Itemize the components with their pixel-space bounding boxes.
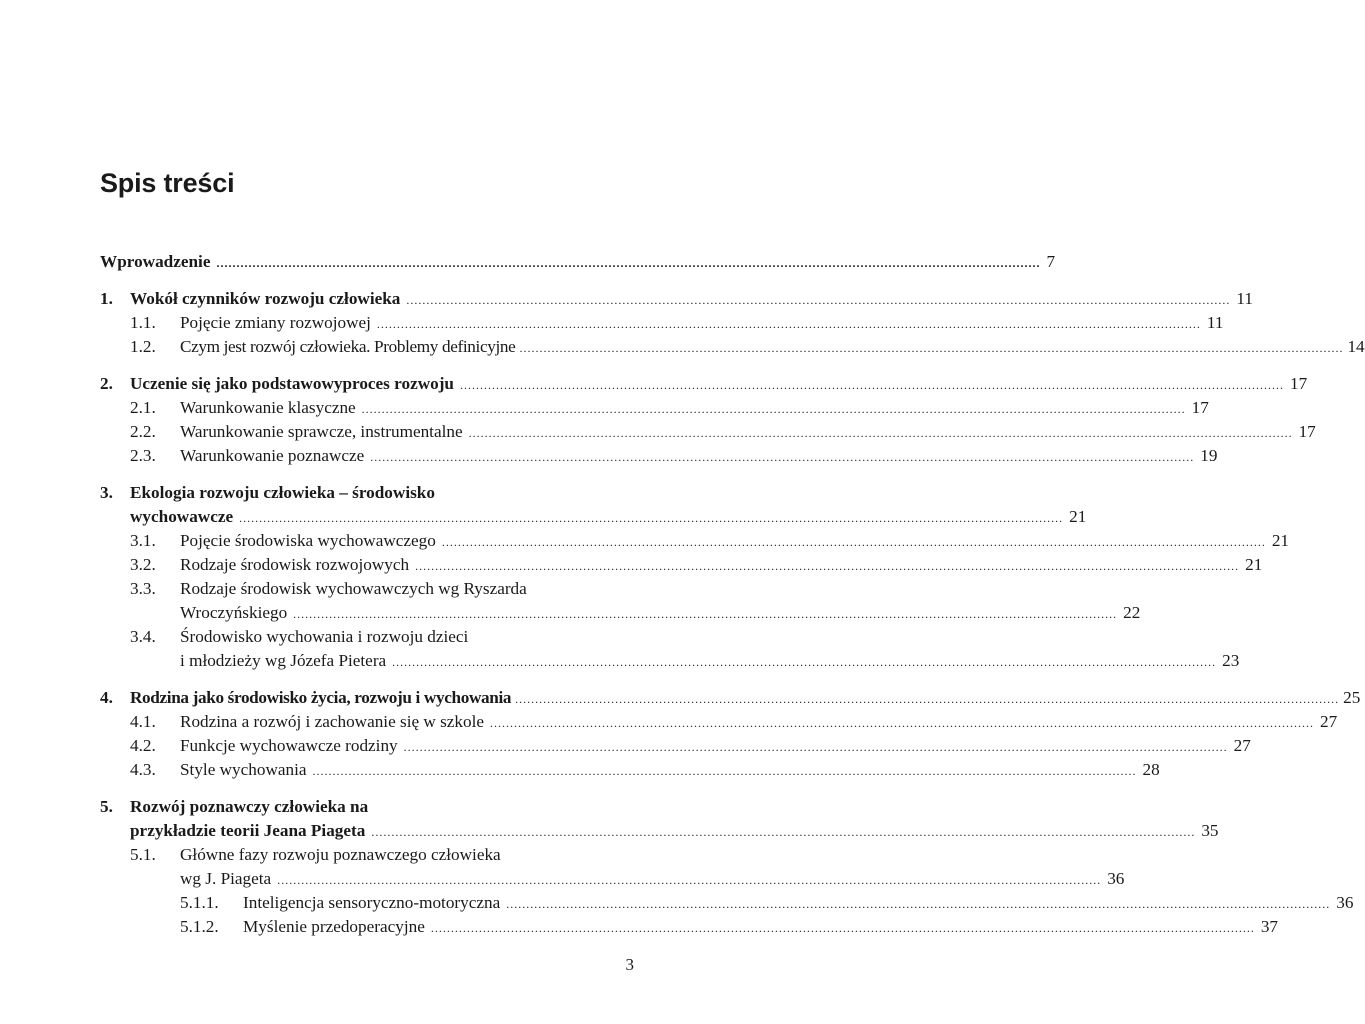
toc-chapter-label-line2: wychowawcze	[130, 507, 234, 526]
toc-section-3-1[interactable]	[100, 529, 1290, 553]
toc-chapter-3-continuation[interactable]	[100, 505, 1087, 529]
toc-section-2-1[interactable]	[100, 396, 1209, 420]
toc-page-number: 17	[1298, 422, 1316, 441]
dot-leader	[415, 554, 1239, 578]
toc-section-label: Rodzina a rozwój i zachowanie się w szkole	[180, 712, 485, 731]
toc-section-4-1[interactable]	[100, 710, 1338, 734]
toc-section-label: Czym jest rozwój człowieka. Problemy definicyjne	[180, 337, 516, 356]
dot-leader	[293, 602, 1117, 626]
toc-chapter-label-line2: przykładzie teorii Jeana Piageta	[130, 821, 366, 840]
toc-section-3-3-continuation[interactable]	[100, 601, 1141, 625]
toc-section-number: 4.2.	[130, 736, 156, 755]
toc-section-2-3[interactable]	[100, 444, 1218, 468]
toc-section-number: 3.1.	[130, 531, 156, 550]
toc-chapter-5[interactable]	[100, 795, 632, 819]
toc-section-label: Warunkowanie klasyczne	[180, 398, 356, 417]
dot-leader	[362, 397, 1186, 421]
toc-section-4-3[interactable]	[100, 758, 1160, 782]
toc-chapter-label: Uczenie się jako podstawowyproces rozwoju	[130, 374, 454, 393]
toc-section-3-3[interactable]	[100, 577, 632, 601]
dot-leader	[377, 312, 1201, 336]
toc-section-label: Warunkowanie poznawcze	[180, 446, 365, 465]
toc-chapter-3[interactable]	[100, 481, 632, 505]
toc-page-number: 7	[1046, 252, 1056, 271]
toc-page-number: 23	[1222, 651, 1240, 670]
toc-page-number: 27	[1320, 712, 1338, 731]
toc-page-number: 28	[1142, 760, 1160, 779]
toc-subsection-number: 5.1.2.	[180, 917, 219, 936]
toc-page-number: 19	[1200, 446, 1218, 465]
toc-section-label-line2: Wroczyńskiego	[180, 603, 288, 622]
toc-page-number: 35	[1201, 821, 1219, 840]
dot-leader	[313, 759, 1137, 783]
dot-leader	[431, 916, 1255, 940]
dot-leader	[490, 711, 1314, 735]
toc-section-number: 3.4.	[130, 627, 156, 646]
toc-page-number: 27	[1233, 736, 1251, 755]
toc-section-label: Style wychowania	[180, 760, 307, 779]
toc-section-label-line1: Rodzaje środowisk wychowawczych wg Ryszarda	[180, 579, 527, 598]
toc-chapter-number: 1.	[100, 289, 113, 308]
toc-section-3-2[interactable]	[100, 553, 1263, 577]
toc-chapter-label: Rodzina jako środowisko życia, rozwoju i wychowania	[130, 688, 512, 707]
dot-leader	[392, 650, 1216, 674]
toc-chapter-5-continuation[interactable]	[100, 819, 1219, 843]
toc-section-label: Warunkowanie sprawcze, instrumentalne	[180, 422, 463, 441]
toc-section-1-1[interactable]	[100, 311, 1224, 335]
toc-chapter-number: 5.	[100, 797, 113, 816]
toc-section-1-2[interactable]	[100, 335, 1365, 359]
toc-section-number: 1.1.	[130, 313, 156, 332]
dot-leader	[460, 373, 1284, 397]
toc-section-number: 5.1.	[130, 845, 156, 864]
toc-subsection-label: Inteligencja sensoryczno-motoryczna	[243, 893, 501, 912]
toc-page-number: 17	[1191, 398, 1209, 417]
toc-section-label-line2: wg J. Piageta	[180, 869, 272, 888]
toc-chapter-number: 2.	[100, 374, 113, 393]
toc-page-number: 25	[1343, 688, 1361, 707]
toc-subsection-number: 5.1.1.	[180, 893, 219, 912]
toc-page-number: 36	[1336, 893, 1354, 912]
toc-section-3-4-continuation[interactable]	[100, 649, 1240, 673]
toc-section-label-line1: Środowisko wychowania i rozwoju dzieci	[180, 627, 469, 646]
dot-leader	[370, 445, 1194, 469]
toc-chapter-number: 4.	[100, 688, 113, 707]
toc-chapter-label: Wokół czynników rozwoju człowieka	[130, 289, 401, 308]
toc-page-number: 21	[1271, 531, 1290, 550]
page-title: Spis treści	[100, 168, 235, 198]
toc-subsection-5-1-2[interactable]	[100, 915, 1279, 939]
toc-section-number: 1.2.	[130, 337, 156, 356]
toc-chapter-label-line1: Ekologia rozwoju człowieka – środowisko	[130, 483, 435, 502]
toc-page-number: 22	[1123, 603, 1141, 622]
dot-leader	[515, 687, 1339, 711]
toc-page-number: 21	[1069, 507, 1087, 526]
toc-section-number: 2.2.	[130, 422, 156, 441]
dot-leader	[239, 506, 1063, 530]
dot-leader	[371, 820, 1195, 844]
dot-leader	[469, 421, 1293, 445]
toc-page-number: 21	[1245, 555, 1263, 574]
toc-page-number: 36	[1107, 869, 1125, 888]
toc-chapter-1[interactable]	[100, 287, 1253, 311]
toc-section-2-2[interactable]	[100, 420, 1316, 444]
toc-section-number: 3.2.	[130, 555, 156, 574]
toc-chapter-4[interactable]	[100, 686, 1361, 710]
toc-section-label: Pojęcie zmiany rozwojowej	[180, 313, 371, 332]
dot-leader	[519, 336, 1343, 360]
toc-subsection-label: Myślenie przedoperacyjne	[243, 917, 425, 936]
toc-section-label-line2: i młodzieży wg Józefa Pietera	[180, 651, 387, 670]
toc-entry-label: Wprowadzenie	[100, 252, 211, 271]
toc-page-number: 17	[1290, 374, 1308, 393]
toc-chapter-2[interactable]	[100, 372, 1308, 396]
page-number: 3	[625, 955, 634, 974]
dot-leader	[442, 530, 1266, 554]
toc-section-4-2[interactable]	[100, 734, 1251, 758]
dot-leader	[277, 868, 1101, 892]
dot-leader	[216, 251, 1040, 275]
toc-entry-intro[interactable]	[100, 250, 1056, 274]
toc-section-5-1-continuation[interactable]	[100, 867, 1125, 891]
toc-section-label: Funkcje wychowawcze rodziny	[180, 736, 398, 755]
toc-section-number: 2.3.	[130, 446, 156, 465]
dot-leader	[406, 288, 1230, 312]
toc-section-number: 4.3.	[130, 760, 156, 779]
toc-chapter-number: 3.	[100, 483, 113, 502]
dot-leader	[404, 735, 1228, 759]
table-of-contents	[100, 250, 1365, 939]
toc-section-5-1[interactable]	[100, 843, 632, 867]
toc-section-number: 3.3.	[130, 579, 156, 598]
toc-subsection-5-1-1[interactable]	[100, 891, 1354, 915]
toc-section-number: 2.1.	[130, 398, 156, 417]
toc-section-label: Rodzaje środowisk rozwojowych	[180, 555, 410, 574]
toc-chapter-label-line1: Rozwój poznawczy człowieka na	[130, 797, 369, 816]
toc-section-3-4[interactable]	[100, 625, 632, 649]
toc-page-number: 11	[1236, 289, 1253, 308]
toc-section-label: Pojęcie środowiska wychowawczego	[180, 531, 436, 550]
toc-section-number: 4.1.	[130, 712, 156, 731]
toc-page-number: 14	[1347, 337, 1365, 356]
toc-page-number: 37	[1260, 917, 1279, 936]
dot-leader	[506, 892, 1330, 916]
toc-page-number: 11	[1206, 313, 1224, 332]
toc-section-label-line1: Główne fazy rozwoju poznawczego człowieka	[180, 845, 501, 864]
